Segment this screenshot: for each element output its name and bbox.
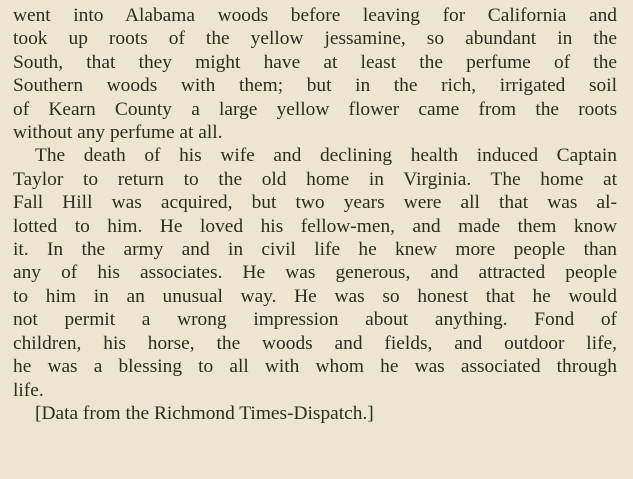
text-line: children, his horse, the woods and fields, and outdoor life, <box>13 332 617 354</box>
text-line: Taylor to return to the old home in Virginia. The home at <box>13 168 617 190</box>
text-line: any of his associates. He was generous, and attracted people <box>13 262 617 284</box>
text-line: to him in an unusual way. He was so honest that he would <box>13 285 617 307</box>
text-line: lotted to him. He loved his fellow-men, and made them know <box>13 215 617 237</box>
text-line: Fall Hill was acquired, but two years were all that was al- <box>13 192 617 214</box>
text-line: Southern woods with them; but in the rich, irrigated soil <box>13 75 617 97</box>
source-note <box>13 402 617 425</box>
text-line: without any perfume at all. <box>13 122 223 144</box>
paragraph-captain-taylor <box>13 144 617 401</box>
paragraph-jessamine <box>13 4 617 144</box>
text-line: of Kearn County a large yellow flower came from the roots <box>13 98 617 120</box>
source-citation: [Data from the Richmond Times-Dispatch.] <box>35 402 374 424</box>
text-line: he was a blessing to all with whom he was associated through <box>13 356 617 378</box>
text-line: South, that they might have at least the perfume of the <box>13 51 617 73</box>
text-line: took up roots of the yellow jessamine, so abundant in the <box>13 28 617 50</box>
text-line: life. <box>13 379 44 401</box>
text-line: not permit a wrong impression about anything. Fond of <box>13 309 617 331</box>
text-line: The death of his wife and declining health induced Captain <box>35 145 617 167</box>
text-line: it. In the army and in civil life he knew more people than <box>13 239 617 261</box>
text-line: went into Alabama woods before leaving for California and <box>13 5 617 26</box>
